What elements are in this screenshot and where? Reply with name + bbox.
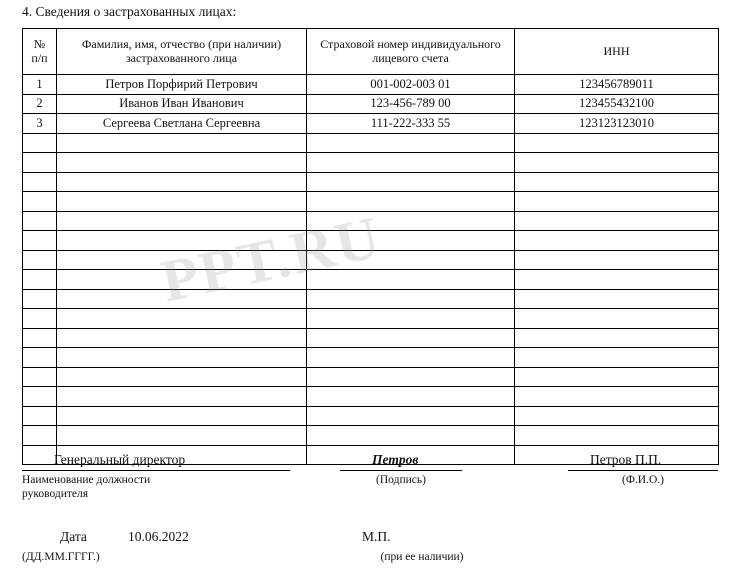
cell-inn[interactable] xyxy=(515,309,719,329)
table-row xyxy=(23,172,719,192)
table-row xyxy=(23,348,719,368)
position-caption-line1: Наименование должности xyxy=(22,474,151,486)
position-value: Генеральный директор xyxy=(54,452,186,467)
cell-inn[interactable]: 123455432100 xyxy=(515,94,719,114)
cell-inn[interactable] xyxy=(515,153,719,173)
table-row xyxy=(23,75,719,95)
cell-number[interactable]: 3 xyxy=(23,114,57,134)
cell-number[interactable] xyxy=(23,348,57,368)
position-caption xyxy=(22,473,150,502)
signature-rule xyxy=(340,470,462,471)
stamp-caption: (при ее наличии) xyxy=(380,551,464,563)
cell-snils[interactable] xyxy=(307,426,515,446)
cell-inn[interactable] xyxy=(515,426,719,446)
cell-fullname[interactable] xyxy=(57,367,307,387)
column-header-fullname: Фамилия, имя, отчество (при наличии) застрахованного лица xyxy=(57,29,307,75)
position-caption-line2: руководителя xyxy=(22,488,89,501)
cell-inn[interactable] xyxy=(515,133,719,153)
cell-number[interactable] xyxy=(23,289,57,309)
table-row xyxy=(23,231,719,251)
table-row xyxy=(23,328,719,348)
cell-fullname[interactable] xyxy=(57,192,307,212)
table-row xyxy=(23,114,719,134)
cell-fullname[interactable] xyxy=(57,270,307,290)
date-caption: (ДД.ММ.ГГГГ.) xyxy=(22,551,100,563)
cell-snils[interactable] xyxy=(307,367,515,387)
signature-value: Петров xyxy=(372,452,419,467)
cell-snils[interactable]: 001-002-003 01 xyxy=(307,75,515,95)
cell-snils[interactable] xyxy=(307,133,515,153)
cell-number[interactable] xyxy=(23,153,57,173)
table-row xyxy=(23,94,719,114)
cell-fullname[interactable]: Иванов Иван Иванович xyxy=(57,94,307,114)
cell-snils[interactable] xyxy=(307,270,515,290)
cell-snils[interactable] xyxy=(307,250,515,270)
cell-number[interactable] xyxy=(23,231,57,251)
cell-number[interactable] xyxy=(23,211,57,231)
cell-inn[interactable] xyxy=(515,387,719,407)
cell-inn[interactable] xyxy=(515,250,719,270)
column-header-inn: ИНН xyxy=(515,29,719,75)
cell-fullname[interactable] xyxy=(57,211,307,231)
watermark: PPT.RU xyxy=(155,203,387,315)
date-label: Дата xyxy=(60,529,87,544)
cell-inn[interactable]: 123456789011 xyxy=(515,75,719,95)
cell-snils[interactable] xyxy=(307,211,515,231)
cell-fullname[interactable] xyxy=(57,153,307,173)
cell-number[interactable] xyxy=(23,328,57,348)
cell-fullname[interactable] xyxy=(57,231,307,251)
cell-inn[interactable]: 123123123010 xyxy=(515,114,719,134)
cell-number[interactable] xyxy=(23,250,57,270)
cell-inn[interactable] xyxy=(515,406,719,426)
table-row xyxy=(23,153,719,173)
stamp-label: М.П. xyxy=(362,529,391,544)
column-header-number xyxy=(23,29,57,75)
cell-inn[interactable] xyxy=(515,172,719,192)
date-value: 10.06.2022 xyxy=(128,529,189,544)
cell-inn[interactable] xyxy=(515,211,719,231)
insured-persons-table xyxy=(22,28,719,465)
cell-fullname[interactable]: Сергеева Светлана Сергеевна xyxy=(57,114,307,134)
cell-fullname[interactable] xyxy=(57,309,307,329)
name-value: Петров П.П. xyxy=(590,452,662,467)
cell-snils[interactable] xyxy=(307,231,515,251)
table-row xyxy=(23,289,719,309)
table-row xyxy=(23,270,719,290)
cell-number[interactable] xyxy=(23,406,57,426)
cell-number[interactable] xyxy=(23,387,57,407)
position-rule xyxy=(22,470,290,471)
cell-snils[interactable] xyxy=(307,153,515,173)
column-header-snils: Страховой номер индивидуального лицевого счета xyxy=(307,29,515,75)
table-header-row xyxy=(23,29,719,75)
column-header-number-line2: п/п xyxy=(31,50,48,65)
cell-snils[interactable]: 111-222-333 55 xyxy=(307,114,515,134)
cell-inn[interactable] xyxy=(515,367,719,387)
cell-fullname[interactable] xyxy=(57,387,307,407)
cell-snils[interactable] xyxy=(307,348,515,368)
table-row xyxy=(23,211,719,231)
cell-number[interactable] xyxy=(23,172,57,192)
column-header-number-line1: № xyxy=(33,36,46,51)
cell-snils[interactable] xyxy=(307,387,515,407)
cell-fullname[interactable]: Петров Порфирий Петрович xyxy=(57,75,307,95)
cell-number[interactable] xyxy=(23,309,57,329)
name-caption: (Ф.И.О.) xyxy=(622,474,664,486)
cell-number[interactable]: 1 xyxy=(23,75,57,95)
signature-block xyxy=(22,452,718,572)
name-rule xyxy=(568,470,718,471)
cell-inn[interactable] xyxy=(515,231,719,251)
cell-number[interactable]: 2 xyxy=(23,94,57,114)
cell-inn[interactable] xyxy=(515,192,719,212)
cell-snils[interactable] xyxy=(307,192,515,212)
cell-inn[interactable] xyxy=(515,328,719,348)
table-row xyxy=(23,387,719,407)
table-row xyxy=(23,192,719,212)
cell-snils[interactable] xyxy=(307,406,515,426)
table-row xyxy=(23,367,719,387)
table-row xyxy=(23,309,719,329)
cell-number[interactable] xyxy=(23,367,57,387)
cell-number[interactable] xyxy=(23,133,57,153)
cell-snils[interactable] xyxy=(307,289,515,309)
cell-fullname[interactable] xyxy=(57,426,307,446)
table-row xyxy=(23,250,719,270)
table-body xyxy=(23,75,719,465)
cell-inn[interactable] xyxy=(515,289,719,309)
cell-fullname[interactable] xyxy=(57,289,307,309)
cell-inn[interactable] xyxy=(515,348,719,368)
cell-number[interactable] xyxy=(23,270,57,290)
table-row xyxy=(23,426,719,446)
cell-fullname[interactable] xyxy=(57,328,307,348)
table-row xyxy=(23,406,719,426)
cell-fullname[interactable] xyxy=(57,250,307,270)
cell-fullname[interactable] xyxy=(57,406,307,426)
cell-snils[interactable] xyxy=(307,172,515,192)
cell-number[interactable] xyxy=(23,192,57,212)
table-header xyxy=(23,29,719,75)
signature-caption: (Подпись) xyxy=(376,474,426,486)
page-title: 4. Сведения о застрахованных лицах: xyxy=(22,4,237,19)
cell-inn[interactable] xyxy=(515,270,719,290)
cell-snils[interactable] xyxy=(307,328,515,348)
cell-snils[interactable] xyxy=(307,309,515,329)
cell-fullname[interactable] xyxy=(57,133,307,153)
cell-number[interactable] xyxy=(23,426,57,446)
cell-fullname[interactable] xyxy=(57,172,307,192)
table-row xyxy=(23,133,719,153)
cell-fullname[interactable] xyxy=(57,348,307,368)
cell-snils[interactable]: 123-456-789 00 xyxy=(307,94,515,114)
